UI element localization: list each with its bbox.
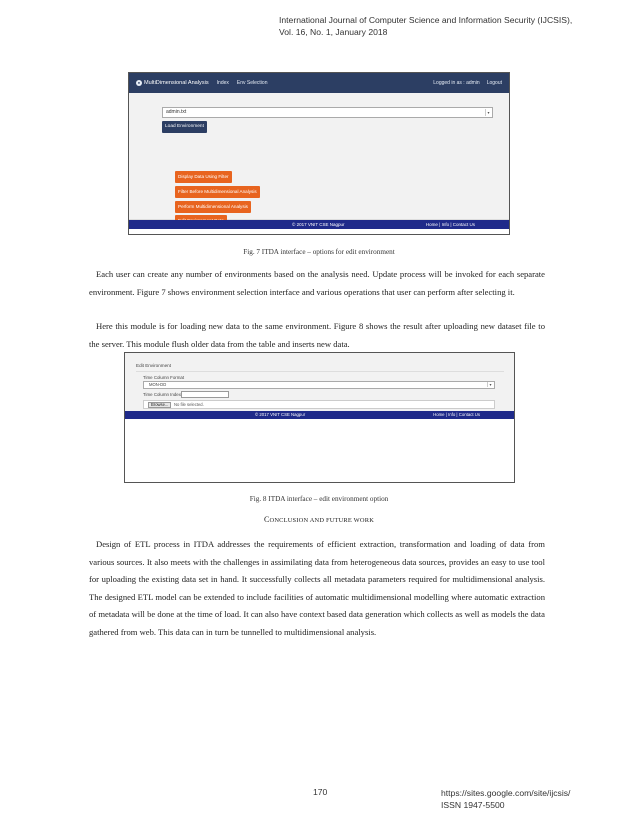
load-environment-button[interactable]: Load Environment	[162, 121, 207, 133]
footer-links[interactable]: Home | Info | Contact Us	[425, 222, 475, 227]
footer-copyright: © 2017 VNIT CSE Nagpur	[255, 412, 306, 417]
divider	[136, 371, 504, 372]
nav-env-selection-link[interactable]: Env Selection	[236, 80, 268, 86]
no-file-label: No file selected.	[174, 402, 204, 407]
logout-link[interactable]: Logout	[486, 80, 502, 86]
file-upload	[143, 400, 495, 409]
app-footer	[125, 411, 514, 419]
journal-title: International Journal of Computer Science and Information Security (IJCSIS),	[279, 15, 573, 25]
figure-8-caption: Fig. 8 ITDA interface – edit environment option	[249, 495, 389, 503]
issn: ISSN 1947-5500	[441, 800, 505, 810]
journal-url[interactable]: https://sites.google.com/site/ijcsis/	[441, 788, 571, 798]
brand-label: MultiDimensional Analysis	[144, 80, 209, 86]
perform-analysis-button[interactable]: Perform Multidimensional Analysis	[175, 201, 251, 213]
footer-links[interactable]: Home | Info | Contact Us	[433, 412, 480, 417]
time-format-value: MON-DD	[149, 382, 167, 387]
journal-volume: Vol. 16, No. 1, January 2018	[279, 27, 388, 37]
brand[interactable]	[136, 80, 209, 86]
paragraph-1: Each user can create any number of environments based on the analysis need. Update process will be invoked for each separate environment. Figure 7 shows environment selection interface and various operations that user can perform after selecting it.	[89, 269, 545, 297]
time-index-label: Time Column Index	[143, 392, 181, 397]
figure-8-screenshot	[124, 352, 515, 483]
globe-icon: ●	[137, 80, 141, 85]
filter-before-analysis-button[interactable]: Filter Before Multidimensional Analysis	[175, 186, 260, 198]
nav-index-link[interactable]: Index	[216, 80, 229, 86]
time-format-select[interactable]	[143, 381, 495, 389]
edit-environment-title: Edit Environment	[136, 363, 171, 368]
chevron-down-icon: ▾	[485, 109, 491, 116]
environment-select-value: admin.txt	[166, 109, 187, 115]
journal-header	[279, 14, 619, 38]
environment-panel	[129, 93, 509, 220]
time-index-input[interactable]	[181, 391, 229, 398]
page-footer-right	[441, 787, 570, 811]
environment-select[interactable]	[162, 107, 493, 118]
section-heading	[0, 515, 638, 524]
chevron-down-icon: ▾	[487, 382, 493, 387]
page-number: 170	[313, 787, 328, 797]
figure-7-screenshot	[128, 72, 510, 235]
section-title-rest: ONCLUSION AND FUTURE WORK	[269, 517, 375, 524]
logged-in-label: Logged in as : admin	[433, 80, 480, 86]
footer-copyright: © 2017 VNIT CSE Nagpur	[292, 222, 345, 227]
section-initial: C	[263, 515, 270, 524]
browse-button[interactable]: Browse...	[148, 402, 171, 408]
display-data-filter-button[interactable]: Display Data Using Filter	[175, 171, 232, 183]
app-footer	[129, 220, 509, 229]
figure-7-caption: Fig. 7 ITDA interface – options for edit environment	[243, 248, 395, 256]
navbar	[129, 73, 509, 93]
paragraph-2: Here this module is for loading new data to the same environment. Figure 8 shows the result after uploading new dataset file to the server. This module flush older data from the table and inserts new data.	[89, 321, 545, 349]
edit-environment-panel	[125, 353, 514, 411]
time-format-label: Time Column Format	[143, 375, 185, 380]
paragraph-3: Design of ETL process in ITDA addresses the requirements of efficient extraction, transformation and loading of data from various sources. It also meets with the challenges in assimilating data from heterogeneous data sources, provides an easy to use tool for uploading the existing data set in hand. It successfully collects all metadata parameters required for multidimensional analysis. The designed ETL model can be extended to include facilities of automatic multidimensional modelling where automatic extraction of metadata will be done at the time of load. It can also have context based data generation which collects as well as models the data gathered from web. This data can in turn be tunnelled to multidimensional analysis.	[89, 539, 545, 637]
